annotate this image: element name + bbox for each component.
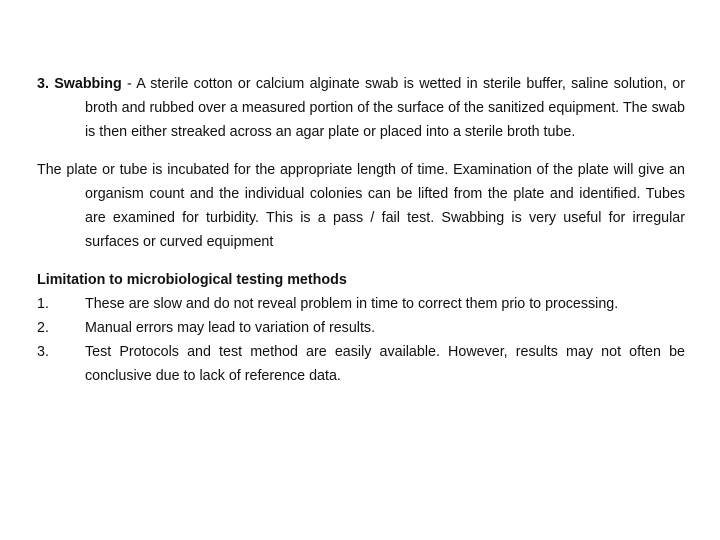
swabbing-text: - A sterile cotton or calcium alginate swab is wetted in sterile buffer, saline solution, or broth and rubbed over a measured portion of the surface of the sanitized equipment. The swab is then either streaked across an agar plate or placed into a sterile broth tube. bbox=[85, 76, 685, 140]
list-item-text: Test Protocols and test method are easily available. However, results may not often be conclusive due to lack of reference data. bbox=[85, 344, 685, 384]
list-item-number: 1. bbox=[37, 296, 49, 312]
incubation-paragraph: The plate or tube is incubated for the appropriate length of time. Examination of the plate will give an organism count and the individual colonies can be lifted from the plate and identified. Tubes are examined for turbidity. This is a pass / fail test. Swabbing is very useful for irregular surfaces or curved equipment bbox=[37, 162, 685, 250]
list-item-text: Manual errors may lead to variation of results. bbox=[85, 320, 376, 336]
swabbing-paragraph bbox=[37, 72, 685, 144]
swabbing-number: 3. bbox=[37, 76, 49, 92]
list-item-text: These are slow and do not reveal problem in time to correct them prio to processing. bbox=[85, 296, 619, 312]
list-item bbox=[37, 340, 685, 388]
document-page bbox=[37, 72, 685, 388]
list-item bbox=[37, 316, 685, 340]
swabbing-term: Swabbing bbox=[54, 76, 122, 92]
limitations-list bbox=[37, 292, 685, 388]
list-item-number: 2. bbox=[37, 320, 49, 336]
limitations-heading: Limitation to microbiological testing methods bbox=[37, 272, 347, 288]
list-item bbox=[37, 292, 685, 316]
list-item-number: 3. bbox=[37, 344, 49, 360]
